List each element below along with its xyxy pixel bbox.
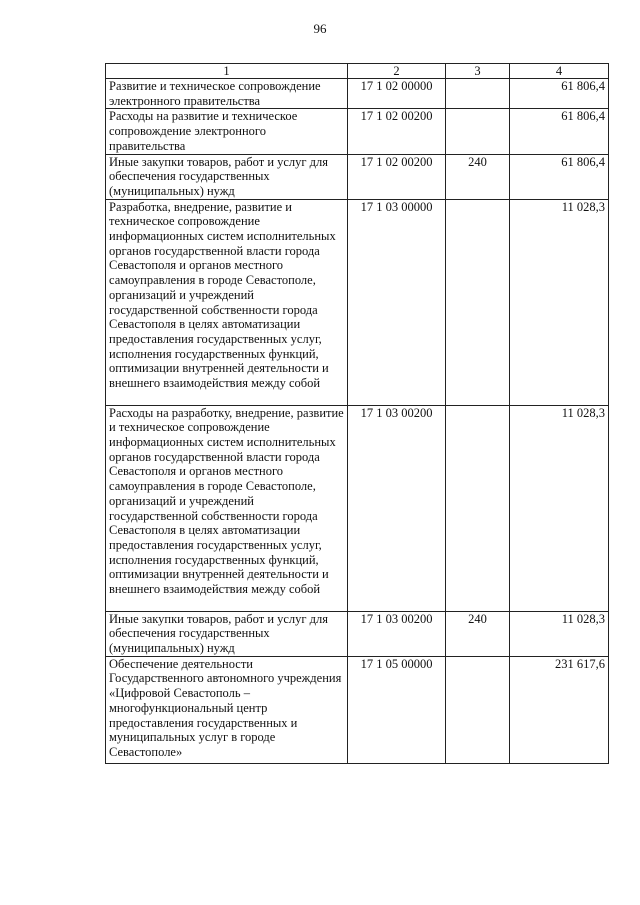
column-header-4: 4 [510,64,609,79]
table-row [106,79,609,109]
row-code-cell: 17 1 03 00000 [348,199,446,405]
row-name-cell: Расходы на разработку, внедрение, развитие и техническое сопровождение информационных систем исполнительных органов государственной власти города Севастополя и органов местного самоуправления в городе Севастополе, организаций и учреждений государственной собственности города Севастополя в целях автоматизации предоставления государственных услуг, исполнения государственных функций, оптимизации внутренней деятельности и внешнего взаимодействия между собой [106,405,348,611]
row-name-cell: Развитие и техническое сопровождение электронного правительства [106,79,348,109]
row-type-cell: 240 [446,611,510,656]
column-header-1: 1 [106,64,348,79]
row-name-cell: Иные закупки товаров, работ и услуг для обеспечения государственных (муниципальных) нужд [106,154,348,199]
page-number: 96 [313,21,327,36]
row-amount-cell: 61 806,4 [510,154,609,199]
row-amount-cell: 61 806,4 [510,109,609,154]
table-row [106,199,609,405]
table-row [106,405,609,611]
row-type-cell [446,656,510,763]
row-amount-cell: 11 028,3 [510,611,609,656]
row-code-cell: 17 1 02 00200 [348,109,446,154]
row-code-cell: 17 1 02 00000 [348,79,446,109]
row-amount-cell: 61 806,4 [510,79,609,109]
table-row [106,109,609,154]
row-code-cell: 17 1 05 00000 [348,656,446,763]
table-row [106,611,609,656]
row-name-cell: Разработка, внедрение, развитие и техническое сопровождение информационных систем исполнительных органов государственной власти города Севастополя и органов местного самоуправления в городе Севастополе, организаций и учреждений государственной собственности города Севастополя в целях автоматизации предоставления государственных услуг, исполнения государственных функций, оптимизации внутренней деятельности и внешнего взаимодействия между собой [106,199,348,405]
row-code-cell: 17 1 03 00200 [348,405,446,611]
budget-table [105,63,609,764]
row-type-cell [446,405,510,611]
table-row [106,656,609,763]
row-type-cell [446,79,510,109]
column-header-3: 3 [446,64,510,79]
table-header-row [106,64,609,79]
row-type-cell: 240 [446,154,510,199]
row-type-cell [446,199,510,405]
row-name-cell: Расходы на развитие и техническое сопровождение электронного правительства [106,109,348,154]
row-code-cell: 17 1 03 00200 [348,611,446,656]
row-amount-cell: 231 617,6 [510,656,609,763]
table-row [106,154,609,199]
row-amount-cell: 11 028,3 [510,199,609,405]
column-header-2: 2 [348,64,446,79]
row-type-cell [446,109,510,154]
row-name-cell: Иные закупки товаров, работ и услуг для обеспечения государственных (муниципальных) нужд [106,611,348,656]
row-name-cell: Обеспечение деятельности Государственного автономного учреждения «Цифровой Севастополь – многофункциональный центр предоставления государственных и муниципальных услуг в городе Севастополе» [106,656,348,763]
row-code-cell: 17 1 02 00200 [348,154,446,199]
row-amount-cell: 11 028,3 [510,405,609,611]
